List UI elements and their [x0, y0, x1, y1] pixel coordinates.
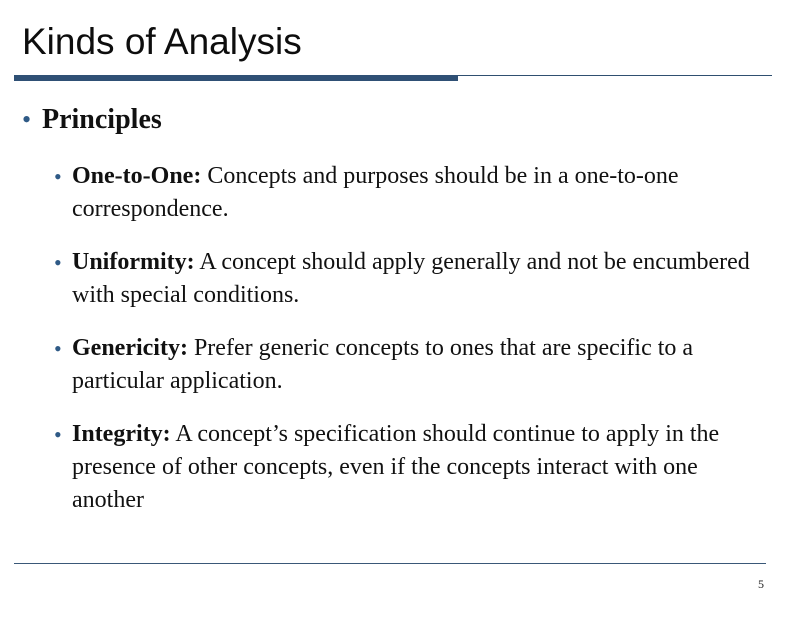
slide-title: Kinds of Analysis	[22, 21, 302, 62]
principle-description: A concept’s specification should continue to apply in the presence of other concepts, even if the concepts interact with one another	[72, 421, 720, 513]
list-item-genericity	[54, 332, 774, 398]
principle-term: Integrity:	[72, 421, 171, 447]
list-item-uniformity	[54, 246, 774, 312]
page-number: 5	[758, 577, 764, 591]
list-item-one-to-one	[54, 160, 774, 226]
list-item-integrity	[54, 418, 774, 517]
principle-description: A concept should apply generally and not be encumbered with special conditions.	[72, 249, 750, 308]
bullet-icon: •	[54, 250, 62, 275]
principle-term: Uniformity:	[72, 249, 195, 275]
main-bullet	[22, 102, 162, 138]
bullet-icon: •	[54, 164, 62, 189]
main-bullet-label: Principles	[42, 104, 162, 135]
title-accent-bar	[14, 75, 458, 81]
bullet-icon: •	[54, 422, 62, 447]
principle-term: One-to-One:	[72, 163, 202, 189]
bullet-icon: •	[54, 336, 62, 361]
principle-description: Prefer generic concepts to ones that are specific to a particular application.	[72, 335, 694, 394]
principle-description: Concepts and purposes should be in a one-to-one correspondence.	[72, 163, 679, 222]
footer-divider	[14, 563, 766, 564]
principles-list	[54, 160, 774, 537]
principle-term: Genericity:	[72, 335, 188, 361]
bullet-icon: •	[22, 105, 32, 134]
